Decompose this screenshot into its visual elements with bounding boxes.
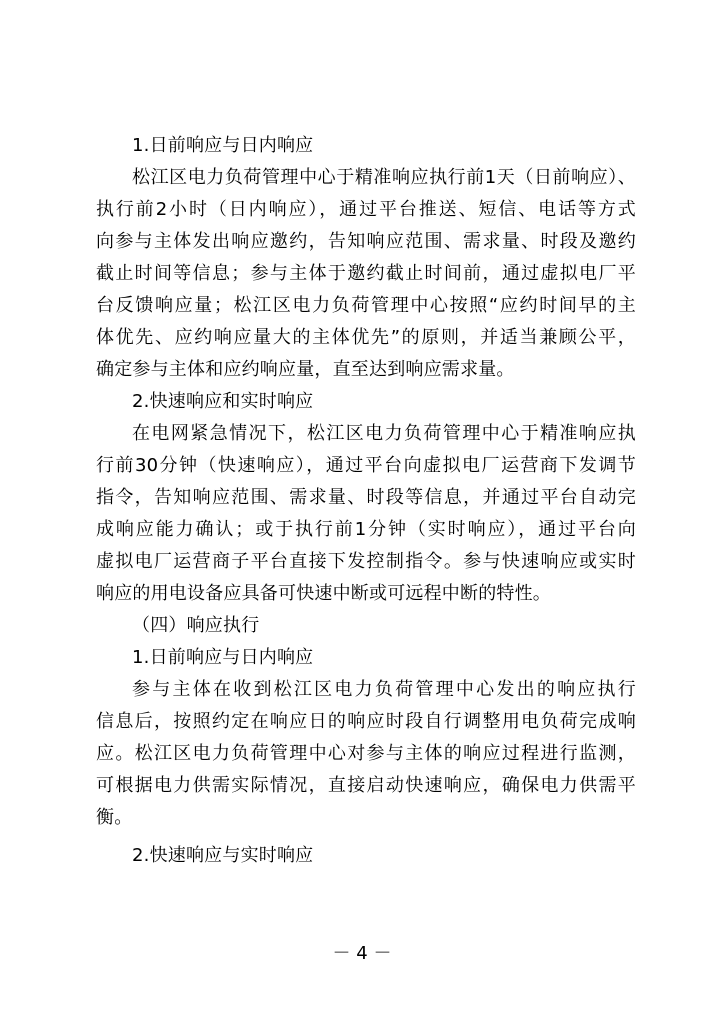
paragraph-line: 衡。 [96,807,133,828]
paragraph-line: 成响应能力确认；或于执行前1分钟（实时响应），通过平台向 [96,519,636,540]
subsection-title: （四）响应执行 [132,615,260,636]
document-body [96,130,636,872]
page-number: － 4 － [332,943,392,964]
section-heading: 1.日前响应与日内响应 [132,135,314,156]
paragraph-line: 体优先、应约响应量大的主体优先”的原则，并适当兼顾公平， [96,327,636,348]
paragraph-line: 指令，告知响应范围、需求量、时段等信息，并通过平台自动完 [96,487,636,508]
paragraph-line: 应。松江区电力负荷管理中心对参与主体的响应过程进行监测， [96,743,636,764]
paragraph-line: 虚拟电厂运营商子平台直接下发控制指令。参与快速响应或实时 [96,551,636,572]
paragraph-line: 台反馈响应量；松江区电力负荷管理中心按照“应约时间早的主 [96,295,636,316]
paragraph-line: 参与主体在收到松江区电力负荷管理中心发出的响应执行 [132,679,636,700]
paragraph-line: 可根据电力供需实际情况，直接启动快速响应，确保电力供需平 [96,775,636,796]
paragraph-line: 执行前2小时（日内响应），通过平台推送、短信、电话等方式 [96,199,636,220]
paragraph-line: 松江区电力负荷管理中心于精准响应执行前1天（日前响应）、 [132,167,636,188]
paragraph-line: 响应的用电设备应具备可快速中断或可远程中断的特性。 [96,583,551,604]
section-heading: 2.快速响应和实时响应 [132,391,314,412]
paragraph-line: 向参与主体发出响应邀约，告知响应范围、需求量、时段及邀约 [96,231,636,252]
paragraph-line: 在电网紧急情况下，松江区电力负荷管理中心于精准响应执 [132,423,636,444]
paragraph-line: 行前30分钟（快速响应），通过平台向虚拟电厂运营商下发调节 [96,455,636,476]
paragraph-line: 信息后，按照约定在响应日的响应时段自行调整用电负荷完成响 [96,711,636,732]
paragraph-line: 截止时间等信息；参与主体于邀约截止时间前，通过虚拟电厂平 [96,263,636,284]
section-heading: 2.快速响应与实时响应 [132,845,314,866]
paragraph-line: 确定参与主体和应约响应量，直至达到响应需求量。 [96,359,515,380]
section-heading: 1.日前响应与日内响应 [132,647,314,668]
